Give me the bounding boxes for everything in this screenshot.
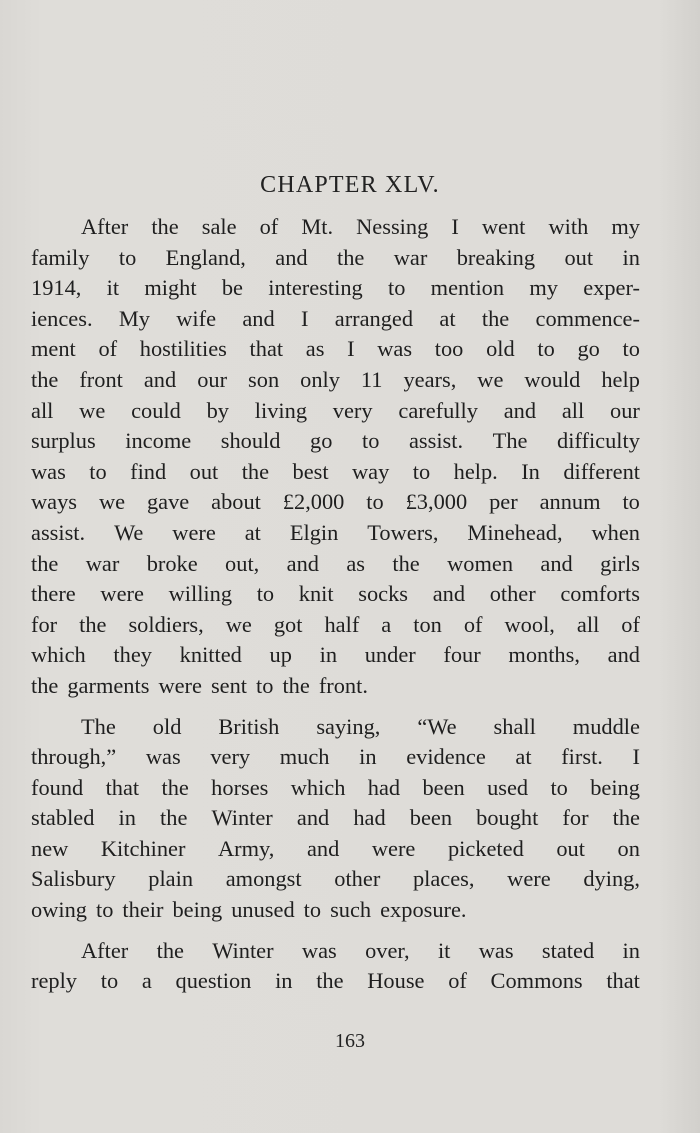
- text-line: all we could by living very carefully and all our: [31, 397, 640, 423]
- text-line: ment of hostilities that as I was too old to go to: [31, 336, 640, 362]
- text-line: ways we gave about £2,000 to £3,000 per annum to: [31, 489, 640, 515]
- text-line: the front and our son only 11 years, we would help: [31, 366, 640, 392]
- text-line: stabled in the Winter and had been bought for the: [31, 805, 640, 831]
- paragraph-2: [31, 712, 640, 926]
- text-line: 1914, it might be interesting to mention my exper-: [31, 275, 640, 301]
- text-line: was to find out the best way to help. In different: [31, 458, 640, 484]
- body-text: [31, 212, 640, 997]
- text-line: Salisbury plain amongst other places, were dying,: [31, 866, 640, 892]
- paragraph-gap: [31, 926, 640, 936]
- page-number: 163: [335, 1030, 365, 1052]
- text-line: owing to their being unused to such exposure.: [31, 897, 467, 923]
- text-line: the war broke out, and as the women and girls: [31, 550, 640, 576]
- text-line: assist. We were at Elgin Towers, Minehead, when: [31, 519, 640, 545]
- text-line: reply to a question in the House of Commons that: [31, 968, 640, 994]
- text-line: there were willing to knit socks and other comforts: [31, 581, 640, 607]
- paragraph-3: [31, 936, 640, 997]
- text-line: through,” was very much in evidence at first. I: [31, 744, 640, 770]
- text-line: new Kitchiner Army, and were picketed out on: [31, 835, 640, 861]
- text-line: After the sale of Mt. Nessing I went with my: [81, 214, 640, 239]
- chapter-title: CHAPTER XLV.: [260, 172, 440, 198]
- text-line: which they knitted up in under four months, and: [31, 642, 640, 668]
- text-line: family to England, and the war breaking out in: [31, 244, 640, 270]
- text-line: After the Winter was over, it was stated in: [81, 937, 640, 963]
- text-line: The old British saying, “We shall muddle: [81, 713, 640, 739]
- text-line: for the soldiers, we got half a ton of wool, all of: [31, 611, 640, 637]
- paragraph-1: [31, 212, 640, 702]
- text-line: the garments were sent to the front.: [31, 672, 368, 698]
- paragraph-gap: [31, 702, 640, 712]
- text-line: iences. My wife and I arranged at the commence-: [31, 305, 640, 331]
- text-line: surplus income should go to assist. The difficulty: [31, 428, 640, 454]
- text-line: found that the horses which had been used to being: [31, 774, 640, 800]
